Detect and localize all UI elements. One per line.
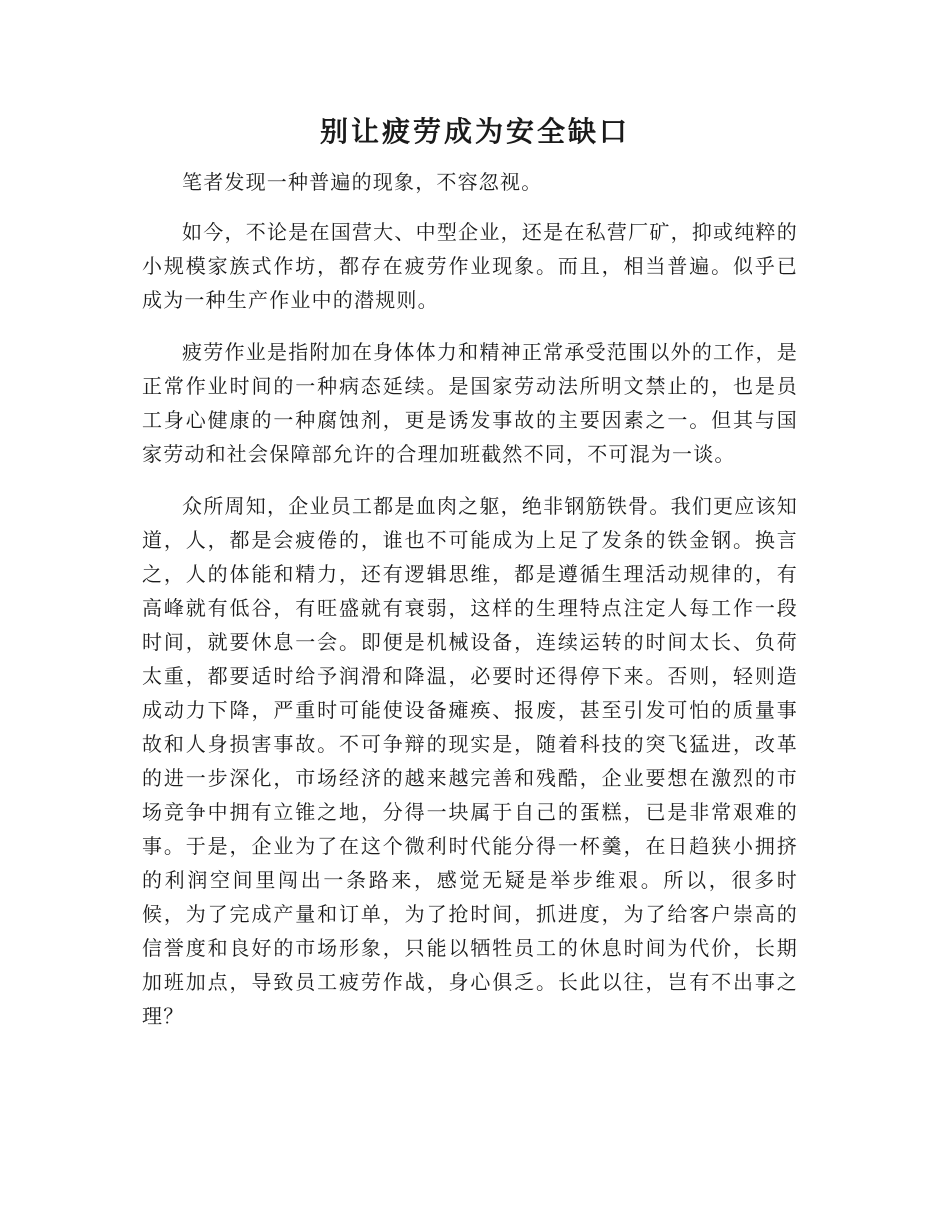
paragraph-1: 笔者发现一种普遍的现象，不容忽视。 (182, 170, 543, 194)
document-title: 别让疲劳成为安全缺口 (319, 115, 630, 148)
paragraph-2: 如今，不论是在国营大、中型企业，还是在私营厂矿，抑或纯粹的小规模家族式作坊，都存在疲劳作业现象。而且，相当普遍。似乎已成为一种生产作业中的潜规则。 (142, 220, 798, 312)
paragraph-3: 疲劳作业是指附加在身体体力和精神正常承受范围以外的工作，是正常作业时间的一种病态延续。是国家劳动法所明文禁止的，也是员工身心健康的一种腐蚀剂，更是诱发事故的主要因素之一。但其与国家劳动和社会保障部允许的合理加班截然不同，不可混为一谈。 (142, 340, 798, 466)
paragraph-4: 众所周知，企业员工都是血肉之躯，绝非钢筋铁骨。我们更应该知道，人，都是会疲倦的，谁也不可能成为上足了发条的铁金钢。换言之，人的体能和精力，还有逻辑思维，都是遵循生理活动规律的，有高峰就有低谷，有旺盛就有衰弱，这样的生理特点注定人每工作一段时间，就要休息一会。即便是机械设备，连续运转的时间太长、负荷太重，都要适时给予润滑和降温，必要时还得停下来。否则，轻则造成动力下降，严重时可能使设备瘫痪、报废，甚至引发可怕的质量事故和人身损害事故。不可争辩的现实是，随着科技的突飞猛进，改革的进一步深化，市场经济的越来越完善和残酷，企业要想在激烈的市场竞争中拥有立锥之地，分得一块属于自己的蛋糕，已是非常艰难的事。于是，企业为了在这个微利时代能分得一杯羹，在日趋狭小拥挤的利润空间里闯出一条路来，感觉无疑是举步维艰。所以，很多时候，为了完成产量和订单，为了抢时间，抓进度，为了给客户崇高的信誉度和良好的市场形象，只能以牺牲员工的休息时间为代价，长期加班加点，导致员工疲劳作战，身心俱乏。长此以往，岂有不出事之理？ (142, 494, 798, 1028)
document-body (142, 165, 798, 1051)
